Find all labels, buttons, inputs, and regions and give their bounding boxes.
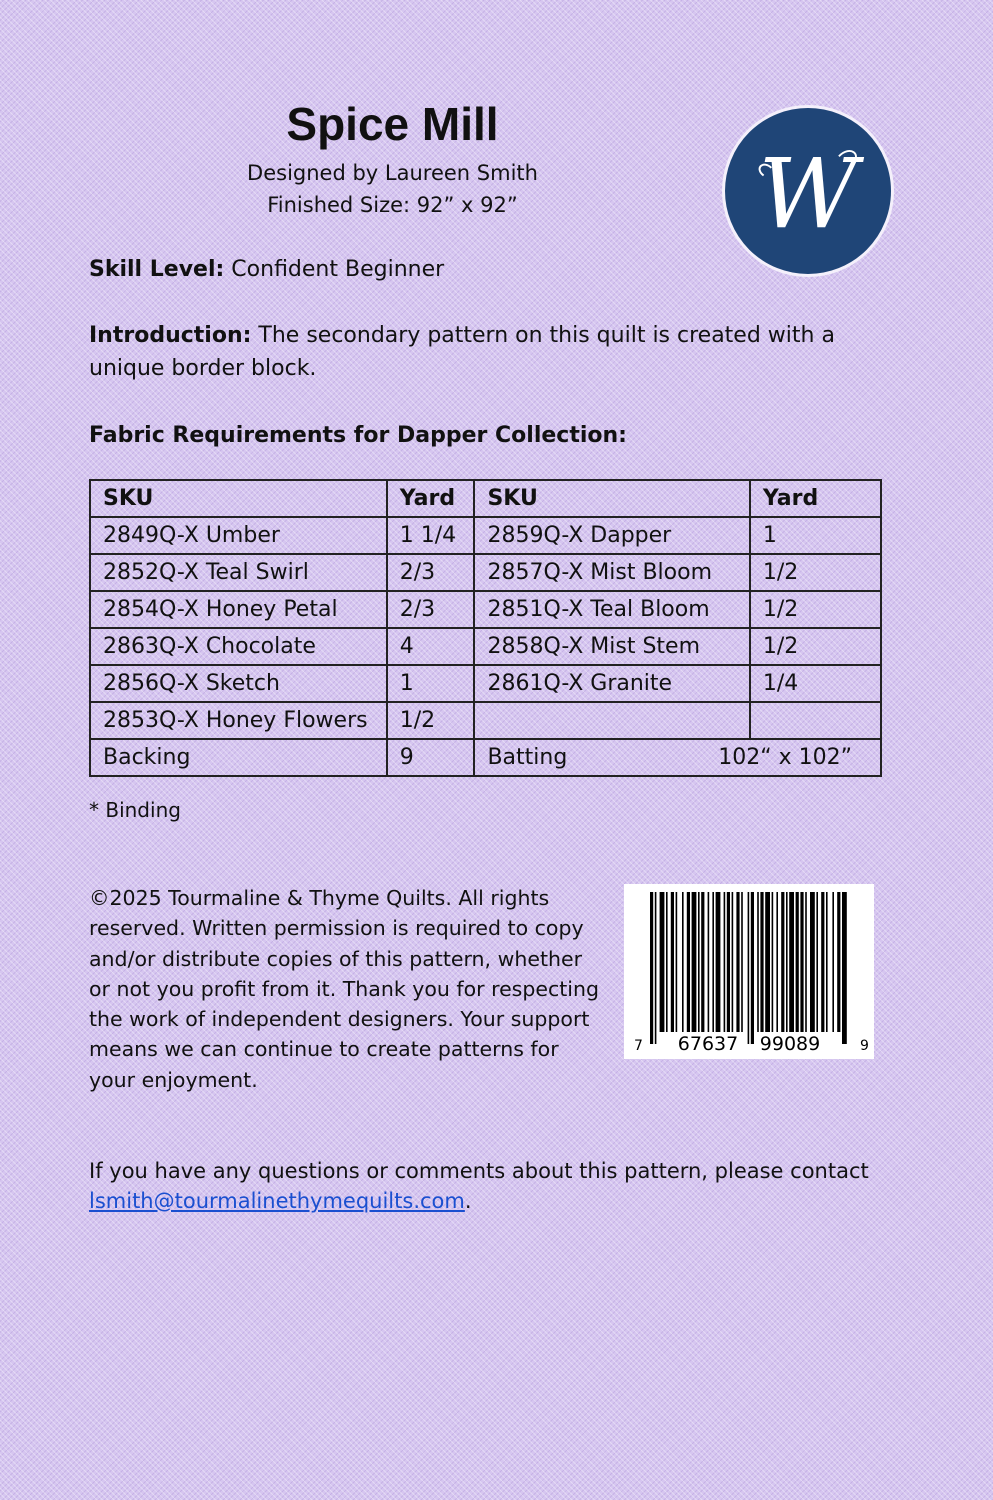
barcode-bar xyxy=(805,892,807,1032)
barcode-bar xyxy=(821,892,824,1032)
sku-cell: 2863Q-X Chocolate xyxy=(90,628,387,665)
skill-level xyxy=(89,253,909,286)
table-row xyxy=(90,628,881,665)
barcode-bar xyxy=(826,892,828,1032)
brand-logo xyxy=(722,105,894,277)
barcode-bar xyxy=(650,892,653,1044)
barcode-bar xyxy=(727,892,730,1032)
sku-cell: 2851Q-X Teal Bloom xyxy=(474,591,749,628)
barcode-bar xyxy=(751,892,754,1044)
barcode-bar xyxy=(816,892,818,1032)
sku-cell: 2853Q-X Honey Flowers xyxy=(90,702,387,739)
yard-cell: 4 xyxy=(387,628,475,665)
sku-cell: 2859Q-X Dapper xyxy=(474,517,749,554)
barcode-bar xyxy=(765,892,770,1032)
sku-cell: 2849Q-X Umber xyxy=(90,517,387,554)
yard-cell: 1/4 xyxy=(750,665,881,702)
barcode-bar xyxy=(666,892,668,1032)
introduction-label: Introduction: xyxy=(89,323,252,348)
barcode-bar xyxy=(655,892,657,1044)
barcode-bar xyxy=(698,892,700,1032)
column-header: Yard xyxy=(750,480,881,517)
column-header: Yard xyxy=(387,480,475,517)
barcode-bar xyxy=(701,892,704,1032)
pattern-title: Spice Mill xyxy=(286,98,499,150)
batting-cell xyxy=(474,739,881,776)
yard-cell: 1 xyxy=(750,517,881,554)
backing-yards: 9 xyxy=(387,739,475,776)
barcode-graphic xyxy=(624,884,874,1059)
batting-size: 102“ x 102” xyxy=(718,745,852,770)
barcode-bar xyxy=(732,892,734,1032)
yard-cell: 1/2 xyxy=(750,628,881,665)
table-row xyxy=(90,665,881,702)
barcode-bar xyxy=(682,892,684,1032)
barcode-bar xyxy=(772,892,774,1032)
sku-cell xyxy=(474,702,749,739)
barcode-bar xyxy=(786,892,788,1032)
barcode-bar xyxy=(660,892,665,1032)
finished-size: Finished Size: 92” x 92” xyxy=(267,193,518,217)
logo-letter: W xyxy=(758,137,858,251)
table-header-row xyxy=(90,480,881,517)
introduction-text: The secondary pattern on this quilt is created with a unique border block. xyxy=(89,323,835,381)
column-header: SKU xyxy=(474,480,749,517)
barcode xyxy=(624,884,874,1059)
barcode-bar xyxy=(748,892,750,1044)
contact-period: . xyxy=(464,1189,472,1213)
yard-cell: 1/2 xyxy=(387,702,475,739)
table-row xyxy=(90,517,881,554)
column-header: SKU xyxy=(90,480,387,517)
sku-cell: 2857Q-X Mist Bloom xyxy=(474,554,749,591)
w-monogram-icon xyxy=(725,108,891,274)
table-row xyxy=(90,554,881,591)
yard-cell: 1 xyxy=(387,665,475,702)
barcode-bar xyxy=(837,892,840,1032)
barcode-bar xyxy=(708,892,710,1032)
sku-cell: 2856Q-X Sketch xyxy=(90,665,387,702)
contact-text: If you have any questions or comments about this pattern, please contact xyxy=(89,1159,869,1183)
barcode-bar xyxy=(842,892,847,1044)
backing-label: Backing xyxy=(90,739,387,776)
table-row-backing-batting xyxy=(90,739,881,776)
sku-cell: 2861Q-X Granite xyxy=(474,665,749,702)
barcode-bar xyxy=(692,892,697,1032)
copyright-notice: ©2025 Tourmaline & Thyme Quilts. All rights reserved. Written permission is required to copy and/or distribute copies of this pattern, whether or not you profit from it. Thank you for respecting the work of independent designers. Your support means we can continue to create patterns for your enjoyment. xyxy=(89,886,599,1092)
fabric-heading: Fabric Requirements for Dapper Collection: xyxy=(89,423,627,448)
barcode-bar xyxy=(687,892,690,1032)
table-row xyxy=(90,591,881,628)
barcode-bar xyxy=(810,892,815,1032)
barcode-bar xyxy=(757,892,759,1032)
contact-info xyxy=(89,1156,909,1216)
skill-level-value: Confident Beginner xyxy=(224,257,445,282)
yard-cell: 1/2 xyxy=(750,591,881,628)
barcode-bar xyxy=(789,892,794,1032)
barcode-bar xyxy=(776,892,778,1032)
barcode-bar xyxy=(832,892,834,1032)
barcode-bar xyxy=(760,892,763,1032)
binding-note: * Binding xyxy=(89,798,181,822)
barcode-bar xyxy=(671,892,674,1032)
sku-cell: 2858Q-X Mist Stem xyxy=(474,628,749,665)
sku-cell: 2852Q-X Teal Swirl xyxy=(90,554,387,591)
table-row xyxy=(90,702,881,739)
yard-cell: 1 1/4 xyxy=(387,517,475,554)
barcode-check-digit: 9 xyxy=(860,1038,869,1054)
skill-level-label: Skill Level: xyxy=(89,257,225,282)
barcode-bar xyxy=(741,892,743,1032)
barcode-bar xyxy=(736,892,739,1032)
barcode-bar xyxy=(716,892,721,1032)
yard-cell: 2/3 xyxy=(387,591,475,628)
barcode-left-group: 67637 xyxy=(677,1033,739,1055)
batting-label: Batting xyxy=(487,745,568,770)
barcode-lead-digit: 7 xyxy=(634,1038,643,1054)
yard-cell: 1/2 xyxy=(750,554,881,591)
sku-cell: 2854Q-X Honey Petal xyxy=(90,591,387,628)
barcode-bar xyxy=(724,892,726,1032)
contact-email-link[interactable]: lsmith@tourmalinethymequilts.com xyxy=(89,1189,465,1213)
barcode-bar xyxy=(800,892,803,1032)
yard-cell: 2/3 xyxy=(387,554,475,591)
designer-credit: Designed by Laureen Smith xyxy=(247,161,538,185)
yard-cell xyxy=(750,702,881,739)
barcode-bar xyxy=(712,892,714,1032)
barcode-bar xyxy=(781,892,784,1032)
introduction xyxy=(89,319,909,385)
barcode-bar xyxy=(676,892,678,1032)
barcode-right-group: 99089 xyxy=(759,1033,821,1055)
fabric-requirements-table xyxy=(89,479,882,777)
barcode-bar xyxy=(796,892,799,1032)
